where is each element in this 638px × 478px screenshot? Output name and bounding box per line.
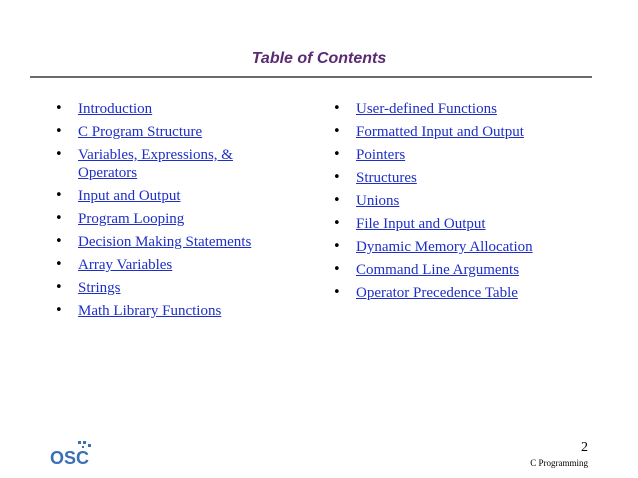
toc-item[interactable] [328, 261, 598, 279]
toc-item[interactable] [328, 146, 598, 164]
bullet-icon: • [55, 188, 63, 203]
toc-link[interactable]: Strings [78, 280, 121, 296]
title-divider [30, 76, 592, 78]
toc-item[interactable] [50, 123, 290, 141]
toc-item[interactable] [328, 123, 598, 141]
toc-item[interactable] [328, 215, 598, 233]
bullet-icon: • [333, 262, 341, 277]
toc-right-column [328, 100, 598, 307]
toc-link[interactable]: Introduction [78, 101, 153, 117]
bullet-icon: • [55, 234, 63, 249]
toc-item[interactable] [328, 169, 598, 187]
bullet-icon: • [55, 257, 63, 272]
toc-item[interactable] [328, 284, 598, 302]
toc-link[interactable]: Math Library Functions [78, 303, 222, 319]
toc-link[interactable]: Operator Precedence Table [356, 285, 518, 301]
toc-item[interactable] [50, 210, 290, 228]
bullet-icon: • [55, 101, 63, 116]
bullet-icon: • [333, 239, 341, 254]
toc-link[interactable]: C Program Structure [78, 124, 203, 140]
toc-left-column [50, 100, 290, 325]
bullet-icon: • [333, 193, 341, 208]
toc-item[interactable] [50, 233, 290, 251]
toc-item[interactable] [328, 238, 598, 256]
toc-link[interactable]: Structures [356, 170, 417, 186]
toc-link[interactable]: Unions [356, 193, 400, 209]
bullet-icon: • [333, 124, 341, 139]
toc-item[interactable] [328, 192, 598, 210]
bullet-icon: • [55, 147, 63, 162]
toc-item[interactable] [50, 187, 290, 205]
bullet-icon: • [333, 216, 341, 231]
toc-item[interactable] [50, 279, 290, 297]
bullet-icon: • [333, 101, 341, 116]
bullet-icon: • [55, 211, 63, 226]
footer-label: C Programming [530, 458, 588, 468]
toc-item[interactable] [50, 100, 290, 118]
page-number: 2 [581, 440, 588, 455]
toc-item[interactable] [50, 302, 290, 320]
bullet-icon: • [333, 147, 341, 162]
page-title: Table of Contents [251, 50, 387, 67]
bullet-icon: • [55, 303, 63, 318]
bullet-icon: • [55, 280, 63, 295]
toc-link[interactable]: Decision Making Statements [78, 234, 252, 250]
toc-item[interactable] [50, 146, 290, 182]
bullet-icon: • [333, 285, 341, 300]
toc-link[interactable]: Formatted Input and Output [356, 124, 524, 140]
toc-link[interactable]: Input and Output [78, 188, 181, 204]
toc-link[interactable]: Dynamic Memory Allocation [356, 239, 533, 255]
toc-link[interactable]: Program Looping [78, 211, 185, 227]
toc-link[interactable]: Variables, Expressions, & Operators [78, 147, 233, 181]
toc-link[interactable]: Command Line Arguments [356, 262, 520, 278]
osc-logo [48, 440, 108, 468]
bullet-icon: • [333, 170, 341, 185]
toc-link[interactable]: Pointers [356, 147, 406, 163]
toc-item[interactable] [328, 100, 598, 118]
logo-text: OSC [50, 448, 90, 468]
toc-link[interactable]: User-defined Functions [356, 101, 497, 117]
toc-link[interactable]: Array Variables [78, 257, 173, 273]
bullet-icon: • [55, 124, 63, 139]
toc-link[interactable]: File Input and Output [356, 216, 486, 232]
toc-item[interactable] [50, 256, 290, 274]
